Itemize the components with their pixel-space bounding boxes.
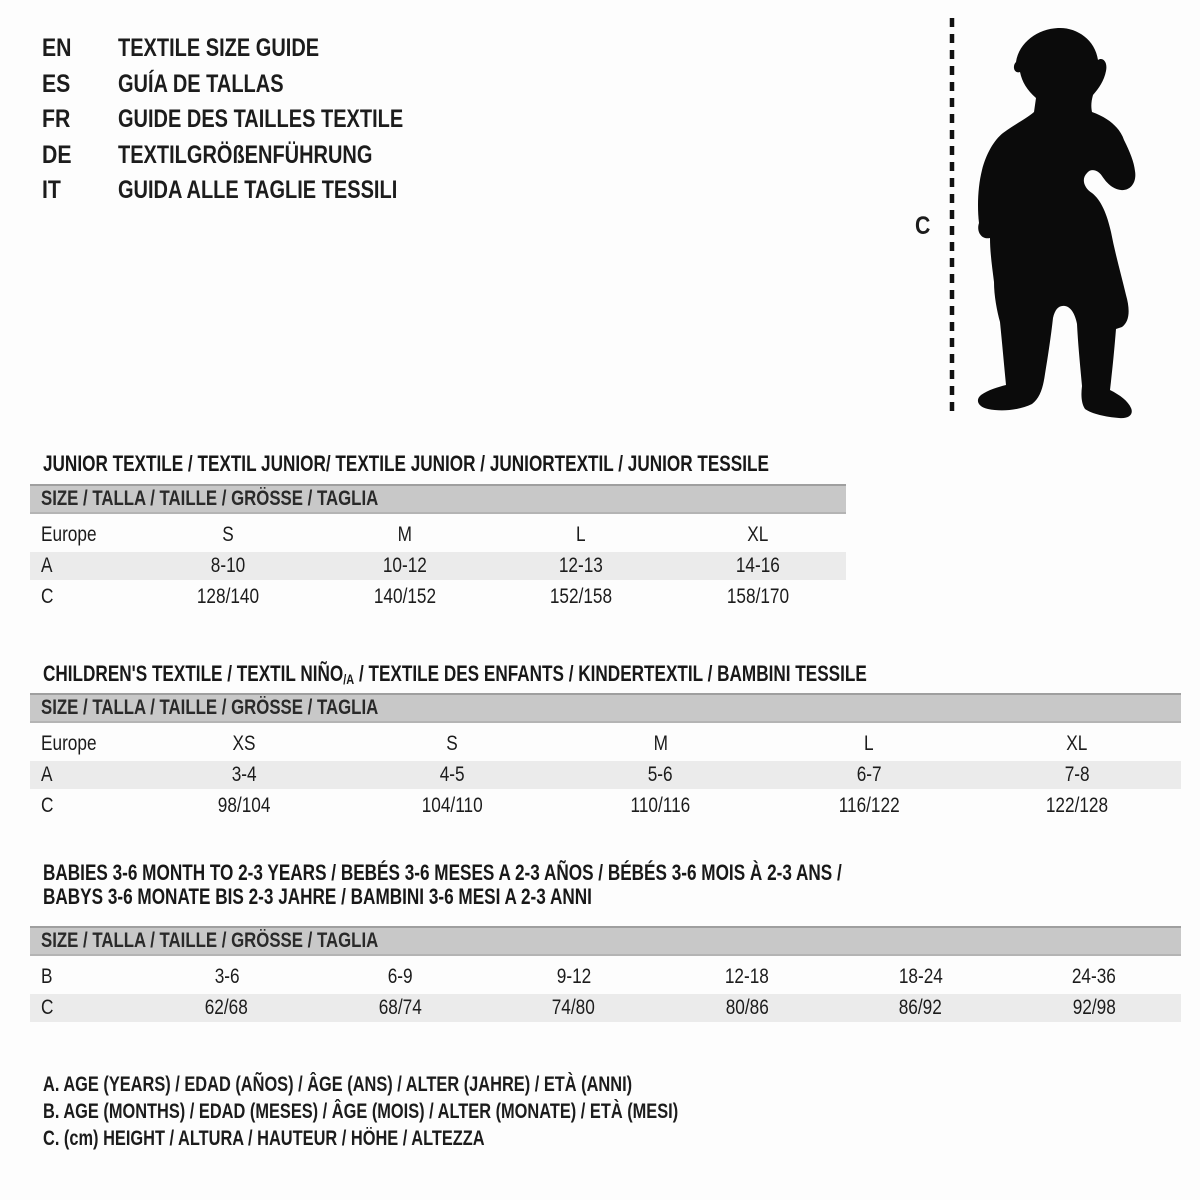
table-row [30, 518, 846, 552]
table-cell: 104/110 [421, 794, 483, 817]
table-cell: 9-12 [556, 965, 591, 988]
row-label: A [41, 763, 53, 786]
guide-title: TEXTILE SIZE GUIDE [118, 34, 320, 62]
table-cell: 122/128 [1045, 794, 1109, 817]
row-label: C [41, 996, 54, 1019]
row-label: C [41, 585, 54, 608]
babies-size-table [30, 926, 1181, 1022]
guide-title: TEXTILGRÖßENFÜHRUNG [118, 140, 373, 169]
table-cell: L [863, 732, 874, 755]
table-row [30, 994, 1181, 1022]
table-cell: S [222, 523, 234, 546]
table-cell: 24-36 [1072, 965, 1117, 988]
footnote-age-months: B. AGE (MONTHS) / EDAD (MESES) / ÂGE (MOIS) / ALTER (MONATE) / ETÀ (MESI) [43, 1100, 679, 1123]
table-cell: 6-9 [387, 965, 413, 988]
junior-size-table [30, 484, 846, 614]
babies-heading-line1: BABIES 3-6 MONTH TO 2-3 YEARS / BEBÉS 3-6 MESES A 2-3 AÑOS / BÉBÉS 3-6 MOIS À 2-3 ANS / [43, 860, 842, 886]
language-code: DE [42, 140, 72, 169]
table-cell: 74/80 [552, 996, 596, 1019]
children-heading-subscript: /A [343, 671, 355, 688]
footnote-age-years: A. AGE (YEARS) / EDAD (AÑOS) / ÂGE (ANS) / ALTER (JAHRE) / ETÀ (ANNI) [43, 1073, 633, 1096]
table-row [30, 580, 846, 614]
table-cell: 4-5 [439, 763, 465, 786]
size-header-bar [30, 693, 1181, 723]
toddler-silhouette-icon [905, 12, 1150, 424]
language-code: EN [42, 34, 72, 62]
table-cell: 12-13 [559, 554, 604, 577]
table-cell: 62/68 [205, 996, 249, 1019]
language-code: FR [42, 105, 71, 133]
table-row [30, 727, 1181, 761]
table-cell: L [576, 523, 587, 546]
table-cell: 128/140 [197, 585, 260, 608]
height-measure-label: C [915, 212, 931, 240]
table-cell: 3-6 [214, 965, 240, 988]
size-header-label: SIZE / TALLA / TAILLE / GRÖSSE / TAGLIA [41, 696, 379, 719]
table-row [30, 960, 1181, 994]
table-cell: 80/86 [725, 996, 769, 1019]
babies-section-heading [43, 861, 842, 909]
guide-title: GUÍA DE TALLAS [118, 69, 284, 98]
table-cell: M [653, 732, 668, 755]
table-cell: 92/98 [1072, 996, 1116, 1019]
table-cell: 8-10 [211, 554, 246, 577]
row-label: Europe [41, 732, 97, 755]
language-code: ES [42, 69, 71, 98]
table-cell: 12-18 [725, 965, 770, 988]
language-row [42, 34, 475, 70]
table-cell: 86/92 [899, 996, 943, 1019]
language-row [42, 141, 475, 177]
table-cell: 110/116 [630, 794, 691, 817]
table-cell: 10-12 [382, 554, 427, 577]
babies-table-rows [30, 960, 1181, 1022]
table-cell: XL [1066, 732, 1088, 755]
guide-title: GUIDE DES TAILLES TEXTILE [118, 105, 404, 133]
row-label: C [41, 794, 54, 817]
table-cell: 5-6 [648, 763, 673, 786]
guide-title: GUIDA ALLE TAGLIE TESSILI [118, 176, 398, 204]
children-heading-text: / TEXTILE DES ENFANTS / KINDERTEXTIL / BAMBINI TESSILE [354, 661, 867, 687]
table-cell: 18-24 [898, 965, 943, 988]
size-header-label: SIZE / TALLA / TAILLE / GRÖSSE / TAGLIA [41, 487, 379, 510]
table-cell: S [446, 732, 459, 755]
row-label: Europe [41, 523, 97, 546]
table-cell: XS [232, 732, 256, 755]
junior-table-rows [30, 518, 846, 614]
table-cell: 152/158 [550, 585, 613, 608]
table-row [30, 761, 1181, 789]
table-cell: XL [747, 523, 769, 546]
table-cell: 68/74 [378, 996, 422, 1019]
size-header-bar [30, 926, 1181, 956]
children-heading-text: CHILDREN'S TEXTILE / TEXTIL NIÑO [43, 661, 344, 687]
children-table-rows [30, 727, 1181, 823]
table-cell: 6-7 [856, 763, 882, 786]
table-cell: 7-8 [1064, 763, 1090, 786]
table-cell: 98/104 [217, 794, 271, 817]
table-row [30, 789, 1181, 823]
language-row [42, 176, 475, 212]
language-row [42, 105, 475, 141]
footnote-height-cm: C. (cm) HEIGHT / ALTURA / HAUTEUR / HÖHE / ALTEZZA [43, 1127, 485, 1150]
row-label: A [41, 554, 53, 577]
size-header-bar [30, 484, 846, 514]
language-row [42, 70, 475, 106]
table-row [30, 552, 846, 580]
table-cell: 158/170 [726, 585, 789, 608]
junior-section-heading: JUNIOR TEXTILE / TEXTIL JUNIOR/ TEXTILE JUNIOR / JUNIORTEXTIL / JUNIOR TESSILE [43, 451, 769, 477]
children-size-table [30, 693, 1181, 823]
language-code: IT [42, 176, 61, 204]
table-cell: 3-4 [231, 763, 257, 786]
row-label: B [41, 965, 53, 988]
table-cell: 14-16 [735, 554, 780, 577]
table-cell: M [397, 523, 412, 546]
children-section-heading [43, 662, 867, 691]
table-cell: 116/122 [838, 794, 900, 817]
table-cell: 140/152 [373, 585, 436, 608]
babies-heading-line2: BABYS 3-6 MONATE BIS 2-3 JAHRE / BAMBINI 3-6 MESI A 2-3 ANNI [43, 884, 592, 910]
size-header-label: SIZE / TALLA / TAILLE / GRÖSSE / TAGLIA [41, 929, 379, 952]
language-header [42, 34, 475, 212]
